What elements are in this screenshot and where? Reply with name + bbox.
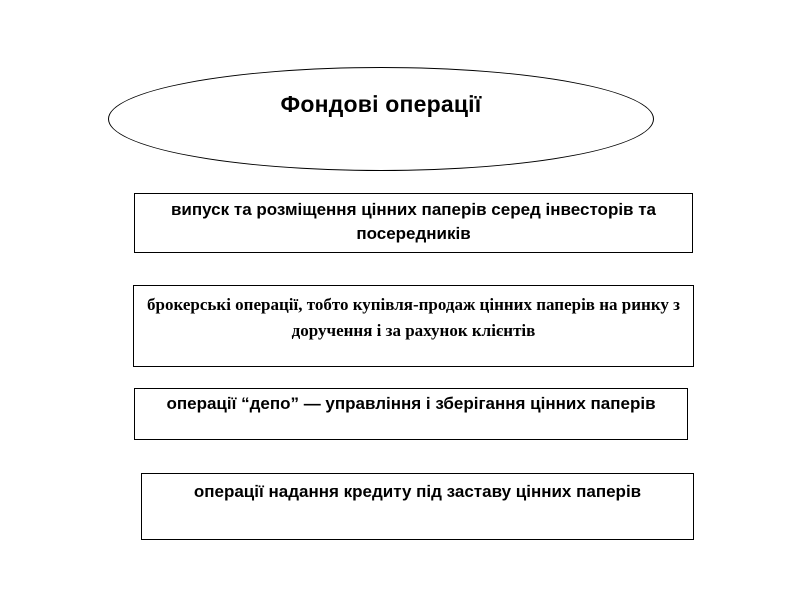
- operation-box-brokerage: [133, 285, 694, 367]
- operation-label: випуск та розміщення цінних паперів серед інвесторів та посередників: [170, 200, 656, 243]
- operation-box-issuance: [134, 193, 693, 253]
- operation-label: брокерські операції, тобто купівля-продаж цінних паперів на ринку з доручення і за рахунок клієнтів: [147, 295, 680, 340]
- title-oval: [108, 67, 654, 171]
- operation-label: операції надання кредиту під заставу цінних паперів: [193, 482, 642, 501]
- operation-label: операції “депо” — управління і зберігання цінних паперів: [166, 394, 656, 413]
- operation-box-collateral-credit: [141, 473, 694, 540]
- diagram-title: Фондові операції: [280, 90, 482, 117]
- operation-box-depo: [134, 388, 688, 440]
